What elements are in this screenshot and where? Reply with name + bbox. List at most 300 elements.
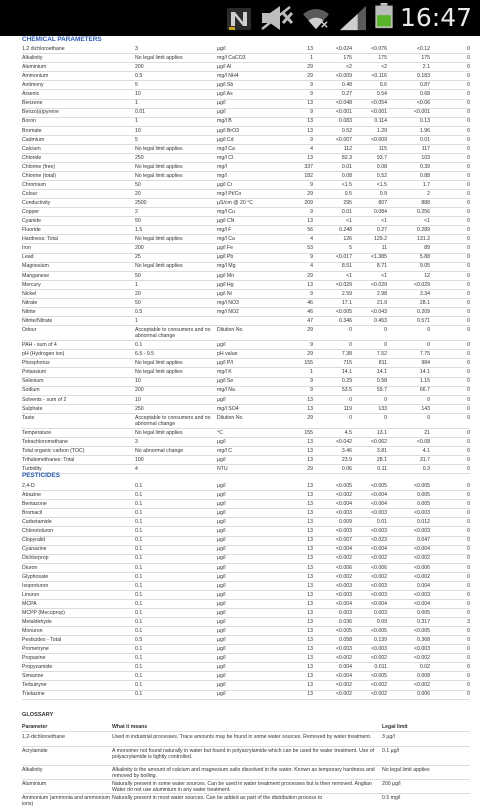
cell-contraventions: 0	[467, 154, 470, 161]
cell-samples: 13	[307, 600, 313, 607]
row-divider	[22, 340, 470, 341]
cell-mean: <0.029	[370, 281, 387, 288]
cell-max: 0.006	[417, 691, 430, 698]
cell-limit: 0.5	[135, 637, 143, 644]
cell-samples: 13	[307, 46, 313, 52]
cell-limit: 4	[135, 466, 138, 473]
cell-max: 117	[421, 145, 430, 152]
cell-limit: 5	[135, 82, 138, 89]
cell-contraventions: 0	[467, 492, 470, 499]
cell-limit: 100	[135, 457, 144, 464]
row-divider	[22, 746, 470, 747]
glossary-header-meaning: What it means	[112, 724, 148, 730]
cell-min: <0.003	[335, 510, 352, 517]
cell-samples: 13	[307, 691, 313, 698]
cell-unit: µg/l	[217, 682, 226, 689]
cell-max: 888	[421, 200, 430, 207]
cell-min: 0.29	[341, 378, 352, 385]
cell-max: 0	[427, 326, 430, 333]
cell-parameter: Dichlorprop	[22, 555, 49, 562]
cell-mean: <0.076	[370, 46, 387, 52]
row-divider	[22, 554, 470, 555]
cell-contraventions: 0	[467, 537, 470, 544]
cell-limit: 0.1	[135, 555, 143, 562]
cell-limit: No legal limit applies	[135, 369, 183, 376]
cell-limit: No legal limit applies	[135, 263, 183, 270]
cell-unit: µg/l	[217, 582, 226, 589]
cell-unit: µg/l	[217, 673, 226, 680]
cell-contraventions: 0	[467, 405, 470, 412]
cell-max: <0.004	[413, 600, 430, 607]
cell-samples: 47	[307, 317, 313, 324]
cell-contraventions: 0	[467, 326, 470, 333]
cell-mean: <1	[381, 218, 387, 225]
cell-min: 3.46	[341, 448, 352, 455]
row-divider	[22, 779, 470, 780]
cell-unit: µg/l	[217, 664, 226, 671]
glossary-title: GLOSSARY	[22, 712, 54, 718]
cell-limit: 250	[135, 154, 144, 161]
row-divider	[22, 446, 470, 447]
cell-samples: 13	[307, 609, 313, 616]
row-divider	[22, 144, 470, 145]
cell-unit: µg/l Cr	[217, 181, 233, 188]
cell-min: <0.004	[335, 546, 352, 553]
n-app-icon	[226, 5, 252, 31]
row-divider	[22, 662, 470, 663]
cell-contraventions: 0	[467, 457, 470, 464]
cell-contraventions: 0	[467, 163, 470, 170]
cell-unit: mg/l CaCO3	[217, 55, 246, 62]
cell-max: <0.004	[413, 546, 430, 553]
glossary-meaning: Naturally present in most water sources. Can be added as part of the distribution process to	[112, 795, 323, 801]
cell-contraventions: 0	[467, 564, 470, 571]
cell-max: 5.88	[419, 254, 430, 261]
cell-contraventions: 0	[467, 281, 470, 288]
row-divider	[22, 608, 470, 609]
cell-contraventions: 0	[467, 109, 470, 116]
cell-contraventions: 0	[467, 351, 470, 358]
cell-min: <0.017	[335, 254, 352, 261]
cell-max: 3.34	[419, 290, 430, 297]
cell-parameter: Chlorine (total)	[22, 172, 57, 179]
cell-unit: mg/l Na	[217, 387, 235, 394]
cell-samples: 13	[307, 555, 313, 562]
cell-contraventions: 0	[467, 637, 470, 644]
cell-unit: mg/l Cl	[217, 154, 234, 161]
cell-unit: mg/l	[217, 163, 227, 170]
glossary-meaning: Alkalinity is the amount of calcium and magnesium salts dissolved in the water. Known as temporary hardness and removed by boiling.	[112, 767, 375, 779]
glossary-limit: 3 µg/l	[382, 734, 395, 740]
cell-max: 2.1	[422, 64, 430, 71]
cell-samples: 13	[307, 591, 313, 598]
cell-samples: 56	[307, 227, 313, 234]
cell-samples: 9	[310, 342, 313, 349]
cell-unit: µg/l Cd	[217, 136, 234, 143]
cell-contraventions: 0	[467, 299, 470, 306]
cell-contraventions: 0	[467, 582, 470, 589]
cell-limit: 10	[135, 91, 141, 98]
cell-samples: 29	[307, 64, 313, 71]
row-divider	[22, 793, 470, 794]
cell-unit: µg/l Se	[217, 378, 234, 385]
cell-min: <0.002	[335, 555, 352, 562]
cell-contraventions: 0	[467, 308, 470, 315]
cell-mean: 0.08	[376, 163, 387, 170]
cell-parameter: Calcium	[22, 145, 41, 152]
cell-limit: Acceptable to consumers and no abnormal change	[135, 326, 211, 339]
cell-mean: 0.6	[379, 82, 387, 89]
cell-parameter: Copper	[22, 209, 40, 216]
cell-mean: <0.002	[370, 555, 387, 562]
signal-icon	[338, 5, 368, 31]
cell-contraventions: 0	[467, 555, 470, 562]
cell-contraventions: 0	[467, 317, 470, 324]
cell-samples: 9	[310, 387, 313, 394]
cell-mean: <0.003	[370, 591, 387, 598]
cell-parameter: Trietazine	[22, 691, 45, 698]
notification-icon	[6, 8, 18, 34]
cell-min: <0.009	[335, 73, 352, 80]
cell-max: 0.39	[419, 163, 430, 170]
row-divider	[22, 108, 470, 109]
cell-contraventions: 0	[467, 172, 470, 179]
cell-contraventions: 0	[467, 682, 470, 689]
cell-unit: µg/l	[217, 519, 226, 526]
cell-limit: 0.1	[135, 646, 143, 653]
cell-parameter: Monuron	[22, 627, 43, 634]
cell-contraventions: 0	[467, 627, 470, 634]
cell-samples: 13	[307, 501, 313, 508]
cell-parameter: Mercury	[22, 281, 41, 288]
row-divider	[22, 325, 470, 326]
cell-parameter: Arsenic	[22, 91, 40, 98]
cell-mean: <0.043	[370, 308, 387, 315]
cell-contraventions: 0	[467, 272, 470, 279]
cell-contraventions: 0	[467, 82, 470, 89]
cell-limit: 0.1	[135, 501, 143, 508]
cell-min: <0.002	[335, 691, 352, 698]
cell-unit: µg/l	[217, 501, 226, 508]
row-divider	[22, 253, 470, 254]
cell-min: <0.003	[335, 582, 352, 589]
cell-limit: 3	[135, 439, 138, 445]
row-divider	[22, 653, 470, 654]
cell-min: 715	[343, 360, 352, 367]
cell-samples: 29	[307, 414, 313, 421]
cell-parameter: Phosphorus	[22, 360, 50, 367]
cell-min: <1	[346, 218, 352, 225]
cell-min: 0.009	[339, 519, 352, 526]
cell-min: 53.5	[341, 387, 352, 394]
cell-limit: Acceptable to consumers and no abnormal change	[135, 414, 211, 427]
cell-min: 175	[343, 55, 352, 62]
cell-unit: µg/l	[217, 691, 226, 698]
cell-samples: 9	[310, 209, 313, 216]
cell-samples: 1	[310, 369, 313, 376]
row-divider	[22, 395, 470, 396]
cell-limit: 10	[135, 378, 141, 385]
cell-parameter: Hardness: Total	[22, 236, 58, 243]
cell-parameter: Conductivity	[22, 200, 51, 207]
cell-samples: 13	[307, 100, 313, 107]
row-divider	[22, 635, 470, 636]
cell-parameter: Alkalinity	[22, 55, 43, 62]
cell-mean: 1.29	[376, 127, 387, 134]
row-divider	[22, 644, 470, 645]
cell-mean: <0.004	[370, 501, 387, 508]
cell-max: 0.005	[417, 501, 430, 508]
cell-contraventions: 0	[467, 483, 470, 489]
cell-max: 1.15	[419, 378, 430, 385]
cell-contraventions: 0	[467, 528, 470, 535]
row-divider	[22, 490, 470, 491]
cell-unit: µg/l	[217, 483, 226, 489]
cell-samples: 46	[307, 308, 313, 315]
glossary-header-parameter: Parameter	[22, 724, 48, 730]
cell-limit: 3	[135, 46, 138, 52]
cell-unit: mg/l F	[217, 227, 232, 234]
cell-mean: <0.003	[370, 582, 387, 589]
cell-min: <0.001	[335, 109, 352, 116]
cell-limit: 1	[135, 317, 138, 324]
cell-contraventions: 0	[467, 360, 470, 367]
cell-min: 8.51	[341, 263, 352, 270]
cell-max: 12	[424, 272, 430, 279]
cell-samples: 13	[307, 448, 313, 455]
cell-contraventions: 0	[467, 127, 470, 134]
cell-contraventions: 0	[467, 64, 470, 71]
cell-max: 0.01	[419, 136, 430, 143]
cell-max: <0.003	[413, 510, 430, 517]
cell-unit: µg/l CN	[217, 218, 235, 225]
cell-unit: µg/l	[217, 342, 226, 349]
cell-contraventions: 0	[467, 218, 470, 225]
cell-samples: 13	[307, 564, 313, 571]
row-divider	[22, 581, 470, 582]
cell-min: <0.002	[335, 655, 352, 662]
cell-limit: 5	[135, 136, 138, 143]
cell-parameter: Bentazone	[22, 501, 47, 508]
cell-contraventions: 0	[467, 600, 470, 607]
cell-parameter: Magnesium	[22, 263, 49, 270]
row-divider	[22, 280, 470, 281]
cell-min: <2	[346, 64, 352, 71]
row-divider	[22, 367, 470, 368]
cell-max: 0.005	[417, 609, 430, 616]
cell-samples: 29	[307, 326, 313, 333]
cell-mean: 133	[378, 405, 387, 412]
cell-min: 2.59	[341, 290, 352, 297]
cell-contraventions: 0	[467, 118, 470, 125]
cell-unit: µg/l Pb	[217, 254, 234, 261]
cell-limit: 0.1	[135, 691, 143, 698]
cell-samples: 13	[307, 682, 313, 689]
cell-parameter: Solvents - sum of 2	[22, 396, 67, 403]
cell-parameter: Trihalomethanes: Total	[22, 457, 75, 464]
cell-min: <1.5	[341, 181, 352, 188]
row-divider	[22, 526, 470, 527]
cell-unit: mg/l SO4	[217, 405, 239, 412]
cell-samples: 29	[307, 73, 313, 80]
row-divider	[22, 99, 470, 100]
row-divider	[22, 404, 470, 405]
cell-samples: 13	[307, 655, 313, 662]
cell-limit: 0.5	[135, 73, 143, 80]
cell-parameter: Aluminium	[22, 64, 47, 71]
cell-limit: 0.1	[135, 528, 143, 535]
cell-contraventions: 0	[467, 591, 470, 598]
cell-min: 295	[343, 200, 352, 207]
cell-parameter: Benzene	[22, 100, 43, 107]
cell-mean: <0.003	[370, 646, 387, 653]
cell-unit: µg/l	[217, 109, 226, 116]
cell-max: 175	[421, 55, 430, 62]
cell-unit: µg/l Fe	[217, 245, 233, 252]
cell-samples: 13	[307, 537, 313, 544]
cell-samples: 13	[307, 457, 313, 464]
cell-unit: µg/l	[217, 646, 226, 653]
cell-samples: 29	[307, 351, 313, 358]
cell-samples: 9	[310, 136, 313, 143]
cell-contraventions: 3	[467, 618, 470, 625]
cell-contraventions: 0	[467, 369, 470, 376]
cell-parameter: Metaldehyde	[22, 618, 52, 625]
row-divider	[22, 499, 470, 500]
glossary-meaning: A monomer not found naturally in water but found in polyacrylamide which can be used for water treatment. Use of polyacrylamide is tightly controlled.	[112, 748, 375, 760]
cell-unit: mg/l C	[217, 448, 232, 455]
cell-samples: 13	[307, 546, 313, 553]
cell-limit: 200	[135, 64, 144, 71]
row-divider	[22, 271, 470, 272]
cell-unit: µg/l	[217, 609, 226, 616]
cell-mean: <0.116	[371, 73, 387, 80]
water-quality-report[interactable]	[0, 36, 480, 807]
cell-contraventions: 0	[467, 573, 470, 580]
row-divider	[22, 207, 470, 208]
cell-max: <0.029	[413, 281, 430, 288]
row-divider	[22, 680, 470, 681]
cell-min: 112	[343, 145, 352, 152]
cell-unit: mg/l K	[217, 369, 232, 376]
row-divider	[22, 316, 470, 317]
cell-limit: 50	[135, 299, 141, 306]
cell-mean: 0.27	[376, 227, 387, 234]
cell-max: 4.1	[422, 448, 430, 455]
cell-limit: 0.1	[135, 546, 143, 553]
cell-min: 0.52	[341, 127, 352, 134]
cell-mean: 0.084	[374, 209, 387, 216]
cell-parameter: Chlorine (free)	[22, 163, 56, 170]
cell-mean: 0.54	[376, 91, 387, 98]
cell-unit: µg/l	[217, 46, 226, 52]
cell-contraventions: 0	[467, 691, 470, 698]
row-divider	[22, 599, 470, 600]
cell-parameter: Cyanazine	[22, 546, 47, 553]
cell-parameter: Sodium	[22, 387, 40, 394]
cell-min: <0.005	[335, 308, 352, 315]
cell-max: 0.005	[417, 492, 430, 499]
cell-mean: <0.062	[370, 439, 387, 445]
cell-limit: 0.1	[135, 519, 143, 526]
cell-samples: 182	[304, 172, 313, 179]
cell-unit: Dilution No.	[217, 326, 244, 333]
cell-contraventions: 0	[467, 519, 470, 526]
cell-mean: 2.98	[376, 290, 387, 297]
cell-max: 0	[427, 342, 430, 349]
cell-samples: 53	[307, 245, 313, 252]
cell-limit: 0.5	[135, 308, 143, 315]
cell-samples: 13	[307, 627, 313, 634]
cell-unit: µg/l Mn	[217, 272, 235, 279]
row-divider	[22, 198, 470, 199]
cell-min: <0.024	[335, 46, 352, 52]
row-divider	[22, 386, 470, 387]
cell-min: 82.3	[341, 154, 352, 161]
cell-max: <0.06	[416, 100, 430, 107]
cell-min: 0.48	[341, 82, 352, 89]
cell-parameter: Odour	[22, 326, 37, 333]
cell-limit: No abnormal change	[135, 448, 184, 455]
cell-max: 1.7	[422, 181, 430, 188]
cell-contraventions: 0	[467, 546, 470, 553]
cell-min: <0.003	[335, 646, 352, 653]
cell-parameter: Turbidity	[22, 466, 42, 473]
clock: 16:47	[399, 3, 472, 32]
row-divider	[22, 153, 470, 154]
cell-mean: <0.002	[370, 655, 387, 662]
glossary-parameter: 1,2-dichloroethane	[22, 734, 65, 740]
cell-max: 0.317	[417, 618, 430, 625]
row-divider	[22, 53, 470, 54]
cell-contraventions: 0	[467, 136, 470, 143]
cell-contraventions: 0	[467, 448, 470, 455]
cell-min: 0.083	[339, 118, 352, 125]
cell-contraventions: 0	[467, 145, 470, 152]
cell-contraventions: 0	[467, 245, 470, 252]
cell-mean: <0.004	[370, 492, 387, 499]
cell-samples: 4	[310, 145, 313, 152]
glossary-limit: 0.1 µg/l	[382, 748, 400, 754]
cell-limit: No legal limit applies	[135, 55, 183, 62]
cell-contraventions: 0	[467, 254, 470, 261]
cell-samples: 9	[310, 181, 313, 188]
cell-min: 0.08	[341, 172, 352, 179]
cell-samples: 4	[310, 236, 313, 243]
cell-contraventions: 0	[467, 609, 470, 616]
cell-contraventions: 0	[467, 91, 470, 98]
cell-min: <0.007	[335, 537, 352, 544]
cell-limit: 200	[135, 245, 144, 252]
cell-mean: <0.004	[370, 600, 387, 607]
cell-mean: <0.004	[370, 546, 387, 553]
cell-limit: 0.1	[135, 655, 143, 662]
cell-limit: 0.1	[135, 664, 143, 671]
cell-unit: µg/l	[217, 600, 226, 607]
cell-limit: 0.1	[135, 618, 143, 625]
row-divider	[22, 171, 470, 172]
cell-unit: µg/l	[217, 439, 226, 445]
cell-max: <0.006	[413, 564, 430, 571]
row-divider	[22, 508, 470, 509]
cell-min: 0.004	[339, 664, 352, 671]
cell-min: 0.01	[341, 163, 352, 170]
cell-max: <0.005	[413, 627, 430, 634]
glossary-parameter: Alkalinity	[22, 767, 43, 773]
cell-parameter: Pesticides - Total	[22, 637, 62, 644]
cell-samples: 29	[307, 466, 313, 473]
cell-limit: 1.5	[135, 227, 143, 234]
